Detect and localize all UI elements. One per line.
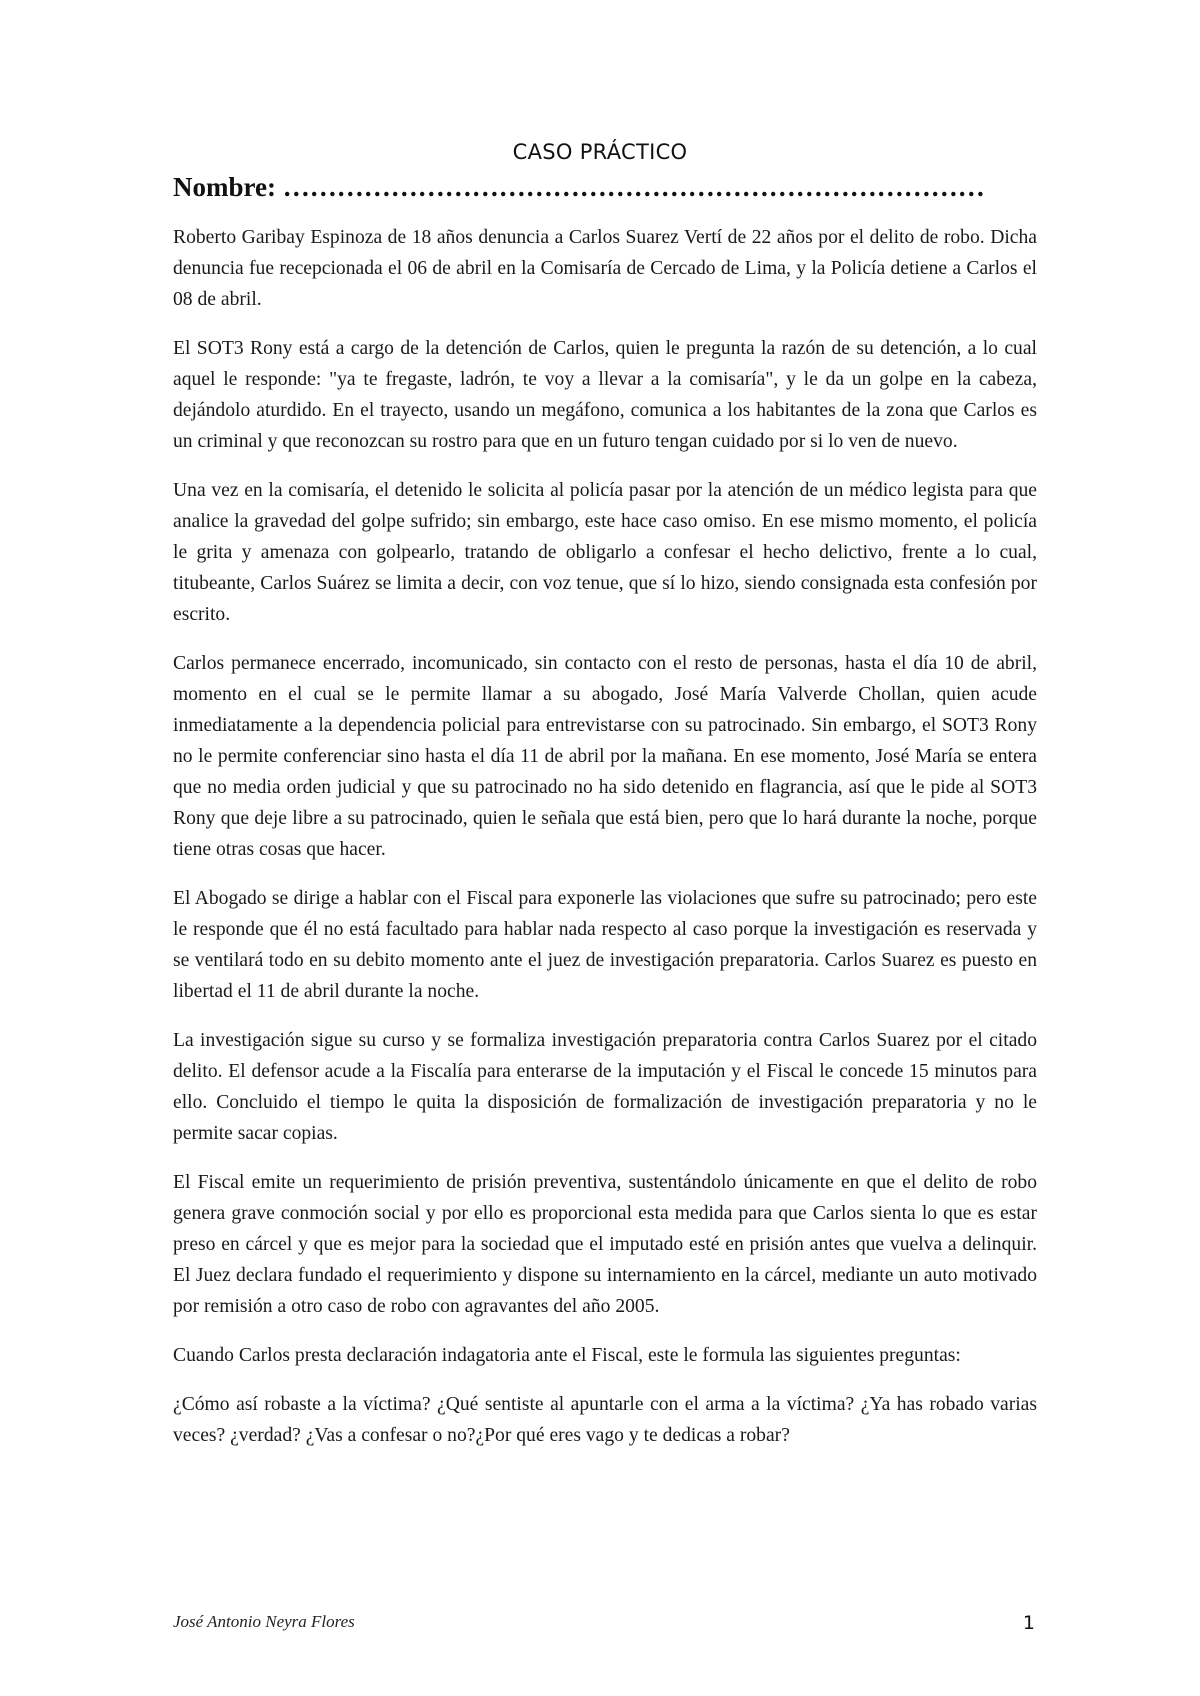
paragraph: El SOT3 Rony está a cargo de la detención de Carlos, quien le pregunta la razón de su detención, a lo cual aquel le responde: "ya te fregaste, ladrón, te voy a llevar a la comisaría", y le da un golpe en la cabeza, dejándolo aturdido. En el trayecto, usando un megáfono, comunica a los habitantes de la zona que Carlos es un criminal y que reconozcan su rostro para que en un futuro tengan cuidado por si lo ven de nuevo. [173,338,1037,452]
name-field-line: Nombre: …………………………………………………………………… [173,172,985,202]
paragraph: El Fiscal emite un requerimiento de prisión preventiva, sustentándolo únicamente en que el delito de robo genera grave conmoción social y por ello es proporcional esta medida para que Carlos sienta lo que es estar preso en cárcel y que es mejor para la sociedad que el imputado esté en prisión antes que vuelva a delinquir. El Juez declara fundado el requerimiento y dispone su internamiento en la cárcel, mediante un auto motivado por remisión a otro caso de robo con agravantes del año 2005. [173,1172,1037,1317]
paragraph: Cuando Carlos presta declaración indagatoria ante el Fiscal, este le formula las siguientes preguntas: [173,1345,961,1366]
document-title: CASO PRÁCTICO [512,140,688,164]
paragraph: Roberto Garibay Espinoza de 18 años denuncia a Carlos Suarez Vertí de 22 años por el delito de robo. Dicha denuncia fue recepcionada el 06 de abril en la Comisaría de Cercado de Lima, y la Policía detiene a Carlos el 08 de abril. [173,227,1037,310]
paragraph: ¿Cómo así robaste a la víctima? ¿Qué sentiste al apuntarle con el arma a la víctima? ¿Ya has robado varias veces? ¿verdad? ¿Vas a confesar o no?¿Por qué eres vago y te dedicas a robar? [173,1394,1037,1446]
paragraph: Una vez en la comisaría, el detenido le solicita al policía pasar por la atención de un médico legista para que analice la gravedad del golpe sufrido; sin embargo, este hace caso omiso. En ese mismo momento, el policía le grita y amenaza con golpearlo, tratando de obligarlo a confesar el hecho delictivo, frente a lo cual, titubeante, Carlos Suárez se limita a decir, con voz tenue, que sí lo hizo, siendo consignada esta confesión por escrito. [173,480,1037,625]
paragraph: El Abogado se dirige a hablar con el Fiscal para exponerle las violaciones que sufre su patrocinado; pero este le responde que él no está facultado para hablar nada respecto al caso porque la investigación es reservada y se ventilará todo en su debito momento ante el juez de investigación preparatoria. Carlos Suarez es puesto en libertad el 11 de abril durante la noche. [173,888,1037,1002]
footer-author: José Antonio Neyra Flores [173,1612,355,1631]
document-body [173,222,1037,1469]
page-number: 1 [1022,1612,1035,1634]
paragraph: La investigación sigue su curso y se formaliza investigación preparatoria contra Carlos Suarez por el citado delito. El defensor acude a la Fiscalía para enterarse de la imputación y el Fiscal le concede 15 minutos para ello. Concluido el tiempo le quita la disposición de formalización de investigación preparatoria y no le permite sacar copias. [173,1030,1037,1144]
paragraph: Carlos permanece encerrado, incomunicado, sin contacto con el resto de personas, hasta el día 10 de abril, momento en el cual se le permite llamar a su abogado, José María Valverde Chollan, quien acude inmediatamente a la dependencia policial para entrevistarse con su patrocinado. Sin embargo, el SOT3 Rony no le permite conferenciar sino hasta el día 11 de abril por la mañana. En ese momento, José María se entera que no media orden judicial y que su patrocinado no ha sido detenido en flagrancia, así que le pide al SOT3 Rony que deje libre a su patrocinado, quien le señala que está bien, pero que lo hará durante la noche, porque tiene otras cosas que hacer. [173,653,1037,860]
